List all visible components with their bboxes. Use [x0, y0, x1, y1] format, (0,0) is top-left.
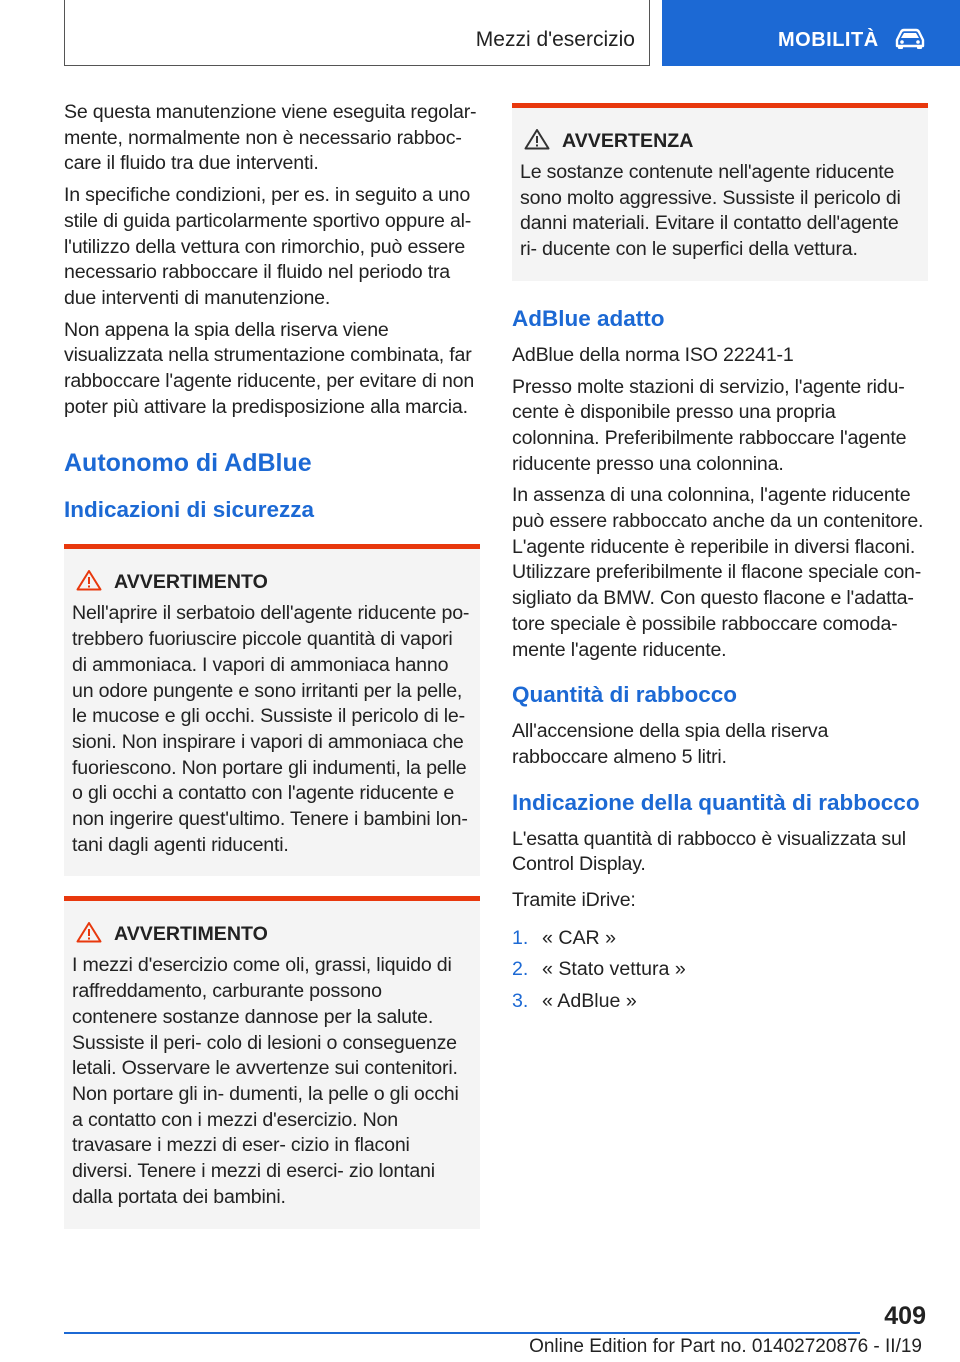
intro-paragraph-2: In specifiche condizioni, per es. in seguito a uno stile di guida particolarmente sportivo oppure al‐ l'utilizzo della vettura con rimorchio, può essere necessario rabboccare il fluido nel periodo tra due interventi di manutenzione. [64, 184, 472, 309]
warning-triangle-icon [76, 921, 102, 943]
heading-indicazione-quantita: Indicazione della quantità di rabbocco [512, 789, 920, 815]
indication-text: L'esatta quantità di rabbocco è visualizzata sul Control Display. [512, 827, 906, 876]
heading-quantita-rabbocco: Quantità di rabbocco [512, 682, 738, 708]
header-section-box [64, 0, 650, 66]
chapter-tab[interactable] [662, 0, 960, 66]
car-icon [894, 28, 926, 50]
notice-box-materials [512, 103, 928, 281]
warning-triangle-icon [76, 569, 102, 591]
warning-triangle-icon [524, 128, 550, 150]
footer-divider [64, 1332, 860, 1334]
warning-text: Nell'aprire il serbatoio dell'agente riducente po‐ trebbero fuoriuscire piccole quantità di vapori di ammoniaca. I vapori di ammoniaca hanno un odore pungente e sono irritanti per la pelle, le mucose e gli occhi. Sussiste il pericolo di le‐ sioni. Non inspirare i vapori di ammoniaca che fuoriescono. Non portare gli indumenti, la pelle o gli occhi a contatto con l'agente riducente e non ingerire quest'ultimo. Tenere i bambini lon‐ tani dagli agenti riducenti. [72, 602, 470, 856]
footer-edition: Online Edition for Part no. 01402720876 - II/19 [529, 1336, 922, 1357]
list-item: 2. « Stato vettura » [512, 958, 686, 981]
notice-title: AVVERTENZA [562, 130, 694, 152]
warning-box-ammonia [64, 544, 480, 876]
warning-text: I mezzi d'esercizio come oli, grassi, liquido di raffreddamento, carburante possono contenere sostanze dannose per la salute. Sussiste il peri‐ colo di lesioni o conseguenze letali. Osservare le avvertenze sui contenitori. Non portare gli in‐ dumenti, la pelle o gli occhi a contatto con i mezzi d'esercizio. Non travasare i mezzi di eser‐ cizio in flaconi diversi. Tenere i mezzi di eserci‐ zio lontani dalla portata dei bambini. [72, 954, 459, 1208]
left-column [64, 100, 480, 1243]
heading-indicazioni-sicurezza: Indicazioni di sicurezza [64, 497, 315, 523]
heading-adblue-adatto: AdBlue adatto [512, 305, 665, 331]
warning-title: AVVERTIMENTO [114, 571, 268, 594]
idrive-steps [512, 926, 928, 1015]
list-item: 1. « CAR » [512, 926, 617, 949]
section-title: Mezzi d'esercizio [475, 28, 635, 51]
adblue-paragraph-3: In assenza di una colonnina, l'agente riducente può essere rabboccato anche da un contenitore. L'agente riducente è reperibile in diversi flaconi. Utilizzare preferibilmente il flacone speciale con‐ sigliato da BMW. Con questo flacone e l'adatta‐ tore speciale è possibile rabboccare comoda‐ mente l'agente riducente. [512, 484, 924, 661]
quantity-text: All'accensione della spia della riserva rabboccare almeno 5 litri. [512, 720, 829, 768]
notice-text: Le sostanze contenute nell'agente riducente sono molto aggressive. Sussiste il pericolo di danni materiali. Evitare il contatto dell'agente ri‐ ducente con le superfici della vettura. [520, 161, 901, 261]
idrive-intro: Tramite iDrive: [512, 889, 636, 912]
list-item: 3. « AdBlue » [512, 990, 637, 1013]
intro-paragraph-3: Non appena la spia della riserva viene visualizzata nella strumentazione combinata, far rabboccare l'agente riducente, per evitare di non poter più attivare la predisposizione alla marcia. [64, 318, 475, 418]
adblue-paragraph-2: Presso molte stazioni di servizio, l'agente ridu‐ cente è disponibile presso una propria colonnina. Preferibilmente rabboccare l'agente riducente presso una colonnina. [512, 375, 907, 475]
warning-title: AVVERTIMENTO [114, 923, 268, 946]
adblue-norm: AdBlue della norma ISO 22241-1 [512, 343, 794, 366]
right-column [512, 100, 928, 1021]
heading-autonomo-adblue: Autonomo di AdBlue [64, 449, 312, 478]
warning-box-fluids [64, 896, 480, 1228]
page-number: 409 [884, 1302, 926, 1330]
intro-paragraph-1: Se questa manutenzione viene eseguita regolar‐ mente, normalmente non è necessario rabboc‐ care il fluido tra due interventi. [64, 101, 477, 175]
chapter-title: MOBILITÀ [778, 29, 879, 51]
